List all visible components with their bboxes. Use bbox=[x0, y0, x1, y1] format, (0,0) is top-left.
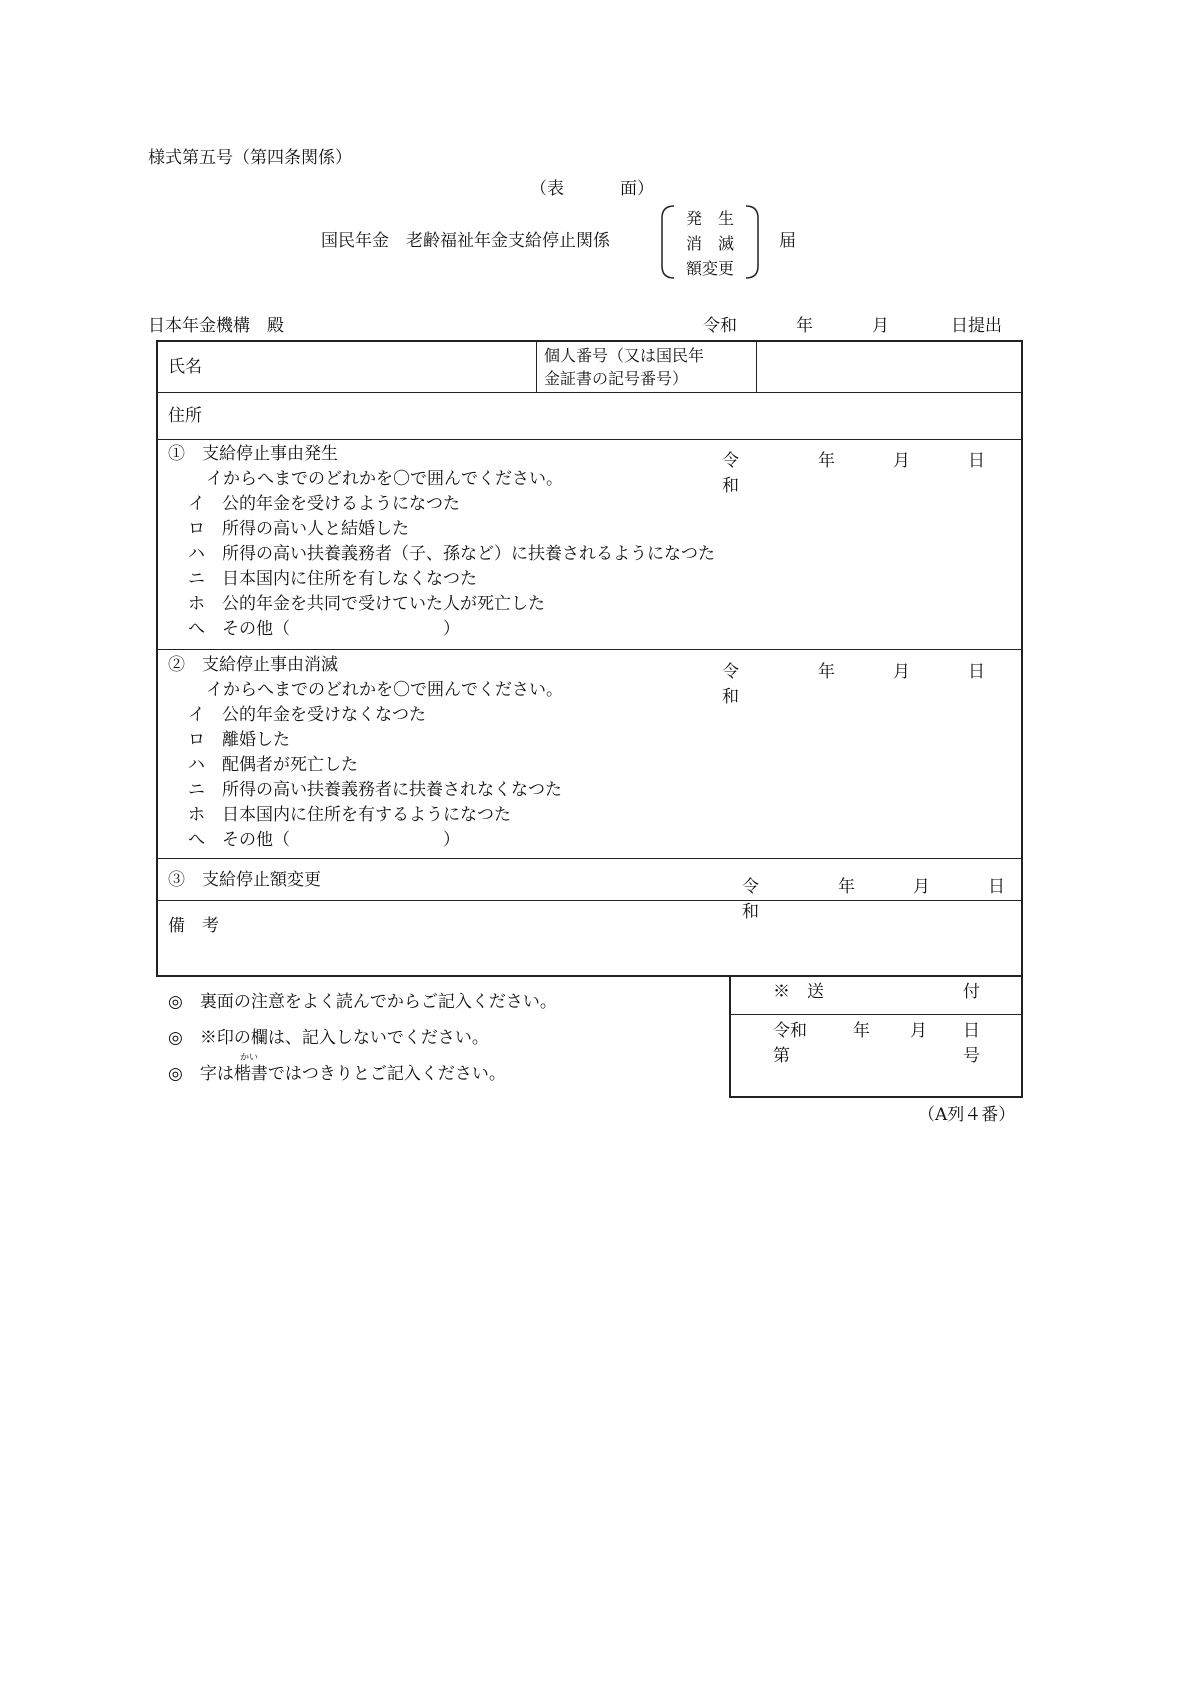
notification-type-bracket bbox=[656, 204, 764, 280]
sent-era: 令和 bbox=[773, 1021, 807, 1041]
submission-era: 令和 bbox=[703, 316, 737, 336]
section3-year: 年 bbox=[838, 877, 855, 897]
section1-option-ho[interactable]: ホ 公的年金を共同で受けていた人が死亡した bbox=[188, 594, 545, 614]
number-field[interactable] bbox=[768, 348, 1018, 388]
sent-stamp-box bbox=[729, 977, 1023, 1098]
section3-heading: ③ 支給停止額変更 bbox=[168, 870, 321, 890]
sent-year: 年 bbox=[853, 1021, 870, 1041]
section2-month: 月 bbox=[893, 662, 910, 682]
section1-instruction: イからへまでのどれかを〇で囲んでください。 bbox=[206, 469, 563, 489]
face-label bbox=[530, 181, 654, 198]
section1-era: 令和 bbox=[722, 451, 739, 496]
form-number: 様式第五号（第四条関係） bbox=[148, 148, 352, 168]
divider bbox=[158, 649, 1021, 650]
section2-option-ni[interactable]: ニ 所得の高い扶養義務者に扶養されなくなつた bbox=[188, 780, 562, 800]
section1-option-he[interactable]: へ その他（ ） bbox=[188, 619, 460, 639]
sent-dai: 第 bbox=[773, 1046, 790, 1066]
section1-heading: ① 支給停止事由発生 bbox=[168, 444, 338, 464]
divider bbox=[158, 439, 1021, 440]
sent-fu: 付 bbox=[963, 982, 980, 1002]
face-open: （表 bbox=[530, 179, 564, 199]
name-field[interactable] bbox=[168, 350, 528, 386]
section1-day: 日 bbox=[968, 451, 985, 471]
section3-month: 月 bbox=[913, 877, 930, 897]
divider bbox=[158, 858, 1021, 859]
sent-go: 号 bbox=[963, 1046, 980, 1066]
section2-day: 日 bbox=[968, 662, 985, 682]
divider bbox=[731, 1014, 1021, 1015]
paper-size: （A列４番） bbox=[918, 1105, 1016, 1125]
option-occurrence: 発 生 bbox=[685, 209, 734, 228]
section1-month: 月 bbox=[893, 451, 910, 471]
form-title: 国民年金 老齢福祉年金支給停止関係 bbox=[321, 231, 610, 251]
option-amount-change: 額変更 bbox=[685, 259, 734, 278]
note-read-back: ◎ 裏面の注意をよく読んでからご記入ください。 bbox=[168, 992, 557, 1012]
section3-era: 令和 bbox=[742, 877, 759, 922]
section1-option-ni[interactable]: ニ 日本国内に住所を有しなくなつた bbox=[188, 569, 477, 589]
divider bbox=[158, 900, 1021, 901]
number-label-line1: 個人番号（又は国民年 bbox=[544, 346, 705, 365]
number-label-line2: 金証書の記号番号） bbox=[544, 369, 689, 388]
section2-year: 年 bbox=[818, 662, 835, 682]
section1-option-ha[interactable]: ハ 所得の高い扶養義務者（子、孫など）に扶養されるようになつた bbox=[188, 544, 715, 564]
face-close: 面） bbox=[620, 179, 654, 199]
section2-era: 令和 bbox=[722, 662, 739, 707]
section2-heading: ② 支給停止事由消滅 bbox=[168, 655, 338, 675]
submission-year: 年 bbox=[796, 316, 813, 336]
address-label: 住所 bbox=[168, 406, 202, 426]
section2-option-ro[interactable]: ロ 離婚した bbox=[188, 730, 290, 750]
name-label: 氏名 bbox=[168, 357, 202, 377]
section3-day: 日 bbox=[988, 877, 1005, 897]
section1-option-i[interactable]: イ 公的年金を受けるようになつた bbox=[188, 494, 460, 514]
divider bbox=[158, 392, 1021, 393]
section2-option-ho[interactable]: ホ 日本国内に住所を有するようになつた bbox=[188, 805, 511, 825]
addressee: 日本年金機構 殿 bbox=[148, 316, 284, 336]
submission-month: 月 bbox=[872, 316, 889, 336]
remarks-label: 備 考 bbox=[168, 916, 219, 936]
sent-day: 日 bbox=[963, 1021, 980, 1041]
section2-option-he[interactable]: へ その他（ ） bbox=[188, 830, 460, 850]
option-extinction: 消 滅 bbox=[685, 234, 734, 253]
divider bbox=[536, 342, 537, 392]
note-do-not-fill: ◎ ※印の欄は、記入しないでください。 bbox=[168, 1028, 489, 1048]
sent-month: 月 bbox=[910, 1021, 927, 1041]
section2-instruction: イからへまでのどれかを〇で囲んでください。 bbox=[206, 680, 563, 700]
section2-option-ha[interactable]: ハ 配偶者が死亡した bbox=[188, 755, 358, 775]
form-table bbox=[156, 340, 1023, 977]
divider bbox=[756, 342, 757, 392]
note-block-letters: ◎ 字は楷書ではつきりとご記入ください。 bbox=[168, 1064, 506, 1084]
remarks-field[interactable] bbox=[228, 908, 1008, 968]
sent-mark: ※ 送 bbox=[773, 982, 824, 1002]
ruby-kai: かい bbox=[240, 1053, 259, 1063]
section1-year: 年 bbox=[818, 451, 835, 471]
section2-option-i[interactable]: イ 公的年金を受けなくなつた bbox=[188, 705, 426, 725]
section1-option-ro[interactable]: ロ 所得の高い人と結婚した bbox=[188, 519, 409, 539]
form-title-suffix: 届 bbox=[779, 231, 796, 251]
address-field[interactable] bbox=[218, 398, 1008, 434]
submission-day: 日提出 bbox=[951, 316, 1002, 336]
